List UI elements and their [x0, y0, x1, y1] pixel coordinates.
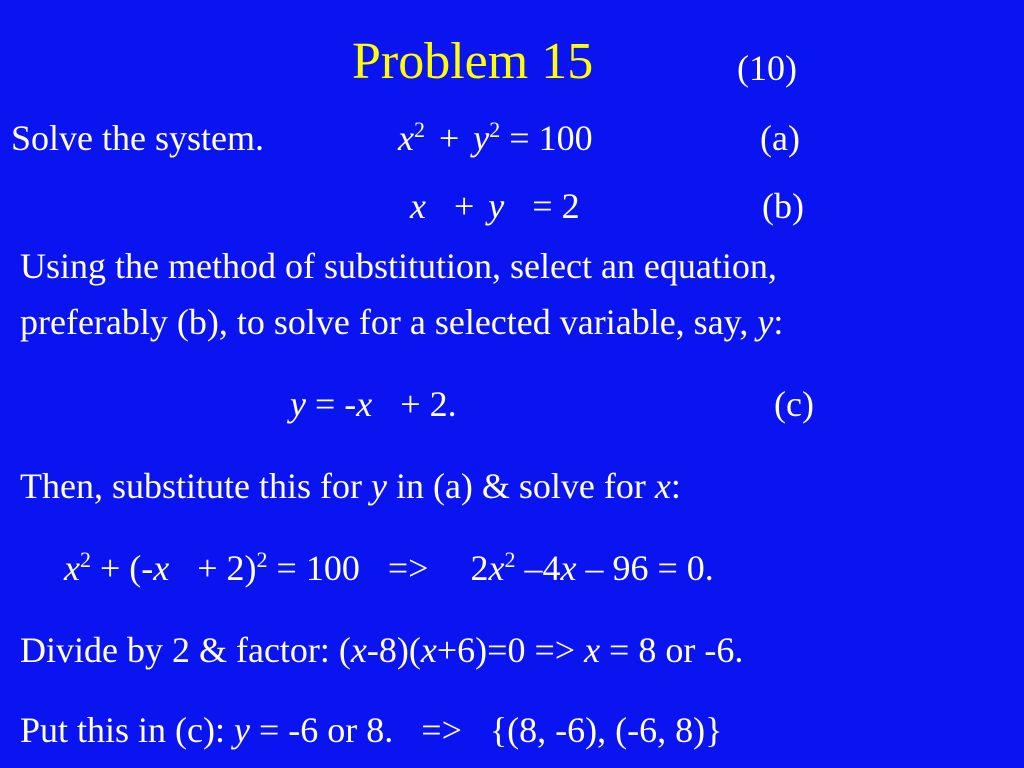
equation-a-label: (a) — [760, 118, 800, 158]
plus-sign: + — [453, 186, 475, 226]
step4-line — [20, 708, 722, 752]
minus-four: –4 — [515, 548, 561, 588]
step3-text3: +6)=0 => — [436, 630, 585, 670]
var-y: y — [473, 118, 490, 158]
exponent: 2 — [413, 117, 425, 142]
step4-text1: Put this in (c): — [20, 710, 234, 750]
equation-b-label: (b) — [762, 186, 804, 226]
var-y: y — [234, 710, 250, 750]
colon: : — [670, 466, 681, 506]
plus-sign: + — [438, 118, 460, 158]
var-y: y — [757, 302, 774, 342]
colon: : — [773, 302, 784, 342]
plus-two: + 2) — [197, 548, 257, 588]
expansion-line — [64, 546, 714, 590]
step2-text2: in (a) & solve for — [386, 466, 655, 506]
var-x: x — [398, 118, 414, 158]
step2-text1: Then, substitute this for — [20, 466, 371, 506]
exponent: 2 — [256, 547, 268, 572]
system-intro: Solve the system. — [11, 118, 264, 158]
var-x: x — [64, 548, 80, 588]
var-x: x — [488, 548, 505, 588]
exponent: 2 — [504, 547, 516, 572]
implies-arrow: => — [421, 710, 462, 750]
expansion-tail: – 96 = 0. — [576, 548, 714, 588]
var-x: x — [356, 384, 373, 424]
exponent: 2 — [79, 547, 91, 572]
var-x: x — [410, 186, 426, 226]
var-x: x — [584, 630, 601, 670]
plus-open: + (- — [90, 548, 154, 588]
var-x: x — [654, 466, 671, 506]
step1-line2 — [20, 300, 783, 344]
equation-c-label: (c) — [774, 384, 814, 424]
step1-line1: Using the method of substitution, select an equation, — [20, 246, 777, 286]
step3-line — [20, 628, 743, 672]
step3-text2: -8)( — [366, 630, 421, 670]
step3-text4: = 8 or -6. — [600, 630, 744, 670]
var-y: y — [488, 186, 505, 226]
step3-text1: Divide by 2 & factor: ( — [20, 630, 351, 670]
equation-b-rhs: = 2 — [532, 186, 580, 226]
equation-a-rhs: = 100 — [509, 118, 593, 158]
equation-c-rest: + 2. — [400, 384, 457, 424]
step1-line2-text: preferably (b), to solve for a selected variable, say, — [20, 302, 758, 342]
step2-line — [20, 464, 681, 508]
coefficient: 2 — [470, 548, 489, 588]
var-y: y — [370, 466, 387, 506]
solution-set: {(8, -6), (-6, 8)} — [489, 710, 723, 750]
equation-c — [290, 382, 457, 426]
exponent: 2 — [489, 117, 501, 142]
implies-arrow: => — [387, 548, 429, 588]
equation-b — [410, 184, 580, 228]
equals-100: = 100 — [267, 548, 360, 588]
step4-text2: = -6 or 8. — [249, 710, 394, 750]
var-x: x — [153, 548, 170, 588]
problem-points: (10) — [737, 48, 797, 88]
var-x: x — [350, 630, 367, 670]
equation-a — [398, 116, 593, 160]
slide-title: Problem 15 — [352, 33, 594, 90]
var-x: x — [560, 548, 577, 588]
equals-minus: = - — [305, 384, 357, 424]
var-x: x — [420, 630, 437, 670]
var-y: y — [290, 384, 306, 424]
